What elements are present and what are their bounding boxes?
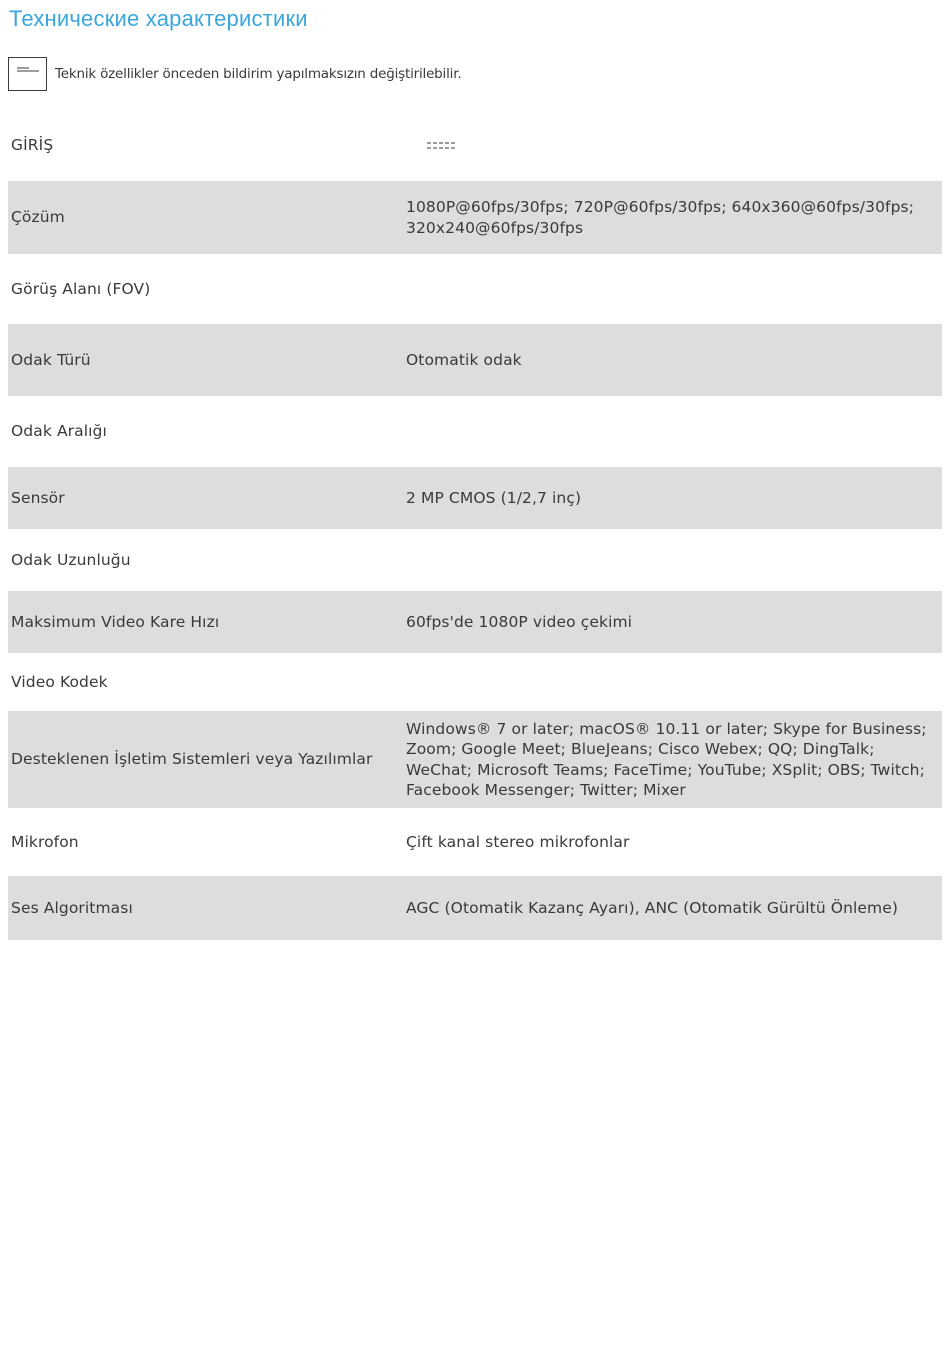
spec-row-input (8, 110, 942, 181)
spec-label: Görüş Alanı (FOV) (11, 279, 151, 298)
spec-value (403, 110, 942, 181)
spec-value: 2 MP CMOS (1/2,7 inç) (403, 467, 942, 529)
spec-label: Odak Türü (8, 324, 403, 396)
spec-label: Video Kodek (11, 672, 108, 691)
spec-label: Odak Uzunluğu (11, 550, 131, 569)
spec-value: 60fps'de 1080P video çekimi (403, 591, 942, 653)
dashes-icon (426, 136, 458, 157)
spec-row-sensor (8, 467, 942, 529)
spec-value: 1080P@60fps/30fps; 720P@60fps/30fps; 640x360@60fps/30fps; 320x240@60fps/30fps (403, 181, 942, 254)
note-text: Teknik özellikler önceden bildirim yapılmaksızın değiştirilebilir. (55, 66, 462, 82)
spec-value (403, 529, 942, 591)
spec-row-video-codec (8, 653, 942, 711)
spec-label: Desteklenen İşletim Sistemleri veya Yazılımlar (8, 711, 403, 808)
spec-table (8, 110, 942, 940)
spec-row-fov (8, 254, 942, 324)
spec-value: Windows® 7 or later; macOS® 10.11 or later; Skype for Business; Zoom; Google Meet; BlueJeans; Cisco Webex; QQ; DingTalk; WeChat; Microsoft Teams; FaceTime; YouTube; XSplit; OBS; Twitch; Facebook Messenger; Twitter; Mixer (403, 711, 942, 808)
spec-value: Çift kanal stereo mikrofonlar (406, 832, 630, 851)
spec-label: Ses Algoritması (8, 876, 403, 940)
spec-label: Sensör (8, 467, 403, 529)
spec-label: Mikrofon (11, 832, 79, 851)
spec-row-microphone (8, 808, 942, 876)
spec-label (8, 110, 403, 181)
spec-value: AGC (Otomatik Kazanç Ayarı), ANC (Otomatik Gürültü Önleme) (403, 876, 942, 940)
note-icon (8, 57, 47, 91)
spec-row-max-frame-rate (8, 591, 942, 653)
spec-label-text: GİRİŞ (11, 136, 54, 155)
spec-value: Otomatik odak (403, 324, 942, 396)
spec-change-note (8, 56, 461, 92)
spec-row-focus-type (8, 324, 942, 396)
spec-row-focal-length (8, 529, 942, 591)
spec-value (403, 653, 942, 711)
spec-label: Odak Aralığı (11, 422, 107, 441)
spec-row-resolution (8, 181, 942, 254)
page-title: Технические характеристики (9, 6, 308, 31)
spec-row-audio-algorithm (8, 876, 942, 940)
spec-label: Çözüm (8, 181, 403, 254)
spec-value (403, 396, 942, 467)
spec-label: Maksimum Video Kare Hızı (8, 591, 403, 653)
spec-row-focus-range (8, 396, 942, 467)
spec-value (403, 254, 942, 324)
spec-row-supported-os (8, 711, 942, 808)
